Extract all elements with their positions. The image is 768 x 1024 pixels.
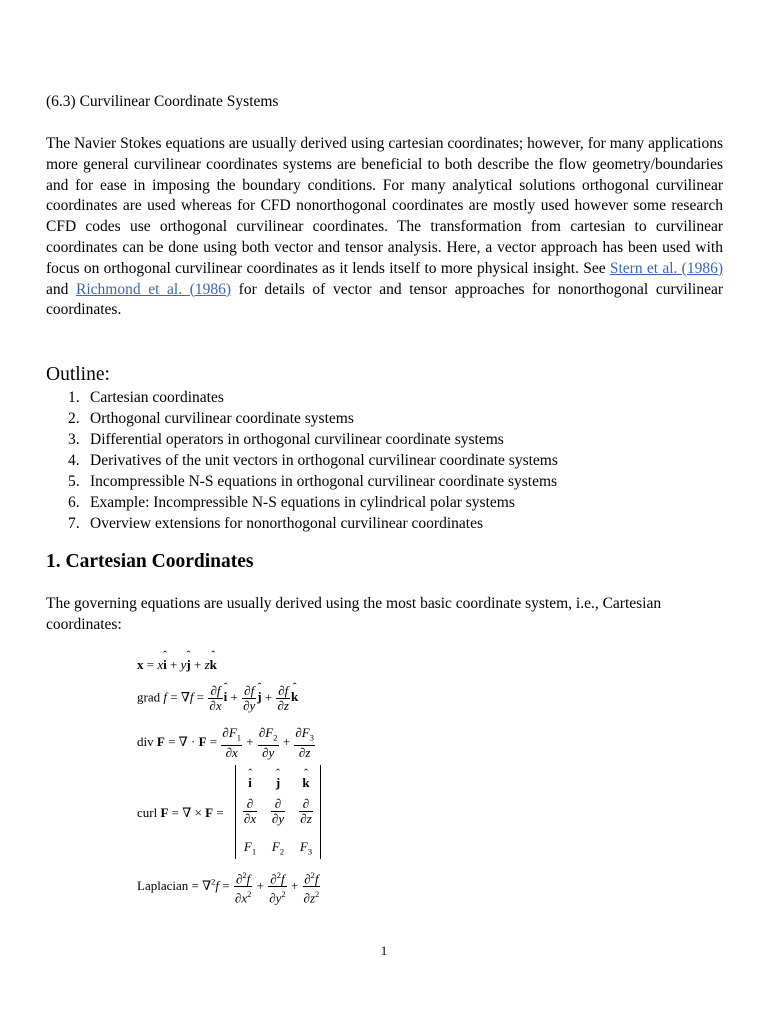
intro-text-3: for details of vector and tensor approaches for nonorthogonal curvilinear coordinates. xyxy=(46,280,723,319)
stern-citation-link[interactable]: Stern et al. (1986) xyxy=(609,259,723,277)
richmond-citation-link[interactable]: Richmond et al. (1986) xyxy=(76,280,232,298)
intro-text-1: The Navier Stokes equations are usually derived using cartesian coordinates; however, for many applications more general curvilinear coordinates systems are beneficial to both describe the flow geometry/boundaries and for ease in imposing the boundary conditions. For many analytical solutions orthogonal curvilinear coordinates are used whereas for CFD nonorthogonal coordinates are mostly used however some research CFD codes use orthogonal curvilinear coordinates. The transformation from cartesian to curvilinear coordinates can be done using both vector and tensor analysis. Here, a vector approach has been used with focus on orthogonal curvilinear coordinates as it lends itself to more physical insight. See xyxy=(46,135,723,277)
outline-item: 1. Cartesian coordinates xyxy=(68,389,224,406)
outline-list xyxy=(68,387,558,534)
outline-item: 3. Differential operators in orthogonal curvilinear coordinate systems xyxy=(68,431,504,448)
section-title: (6.3) Curvilinear Coordinate Systems xyxy=(46,93,279,110)
page-number: 1 xyxy=(380,943,388,958)
outline-item: 6. Example: Incompressible N-S equations in cylindrical polar systems xyxy=(68,494,515,511)
intro-paragraph xyxy=(46,134,723,321)
section-heading-cartesian: 1. Cartesian Coordinates xyxy=(46,551,254,572)
intro-text-2: and xyxy=(46,280,77,298)
position-vector-equation: x = xˆ i + yˆ j + zˆ k xyxy=(137,657,217,673)
grad-label: grad xyxy=(137,689,161,705)
laplacian-equation: Laplacian = ∇$^2$f = $\frac{\partial^2f}{\partial x^2}$ + $\frac{\partial^2f}{\partial y^2}$ + $\frac{\partial^2f}{\partial z^2}$ xyxy=(137,870,320,906)
curl-label: curl xyxy=(137,805,158,820)
outline-item: 7. Overview extensions for nonorthogonal curvilinear coordinates xyxy=(68,515,483,532)
divergence-equation: div F = ∇ · F = $\frac{\partial F_1}{\partial x}$ + $\frac{\partial F_2}{\partial y}$ + $\frac{\partial F_3}{\partial z}$ xyxy=(137,725,314,760)
outline-item: 2. Orthogonal curvilinear coordinate systems xyxy=(68,410,354,427)
div-label: div xyxy=(137,733,154,749)
outline-item: 4. Derivatives of the unit vectors in orthogonal curvilinear coordinate systems xyxy=(68,452,558,469)
laplacian-label: Laplacian xyxy=(137,877,189,893)
curl-equation: curl F = ∇ × F = xyxy=(137,805,224,820)
governing-paragraph: The governing equations are usually derived using the most basic coordinate system, i.e., Cartesian coordinates: xyxy=(46,595,662,633)
curl-determinant: ˆ i ˆ j ˆ k $\frac{\partial}{\partial x}$ $\frac{\partial}{\partial y}$ $\frac{\partial}{\partial z}$ $F_1$ $F_2$ $F_3$ xyxy=(235,765,321,859)
gradient-equation: grad f = ∇f = $\frac{\partial f}{\partial x}$ ˆ i + $\frac{\partial f}{\partial y}$ ˆ j + $\frac{\partial f}{\partial z}$ ˆ k xyxy=(137,684,298,713)
outline-heading: Outline: xyxy=(46,364,110,385)
outline-item: 5. Incompressible N-S equations in orthogonal curvilinear coordinate systems xyxy=(68,473,558,490)
